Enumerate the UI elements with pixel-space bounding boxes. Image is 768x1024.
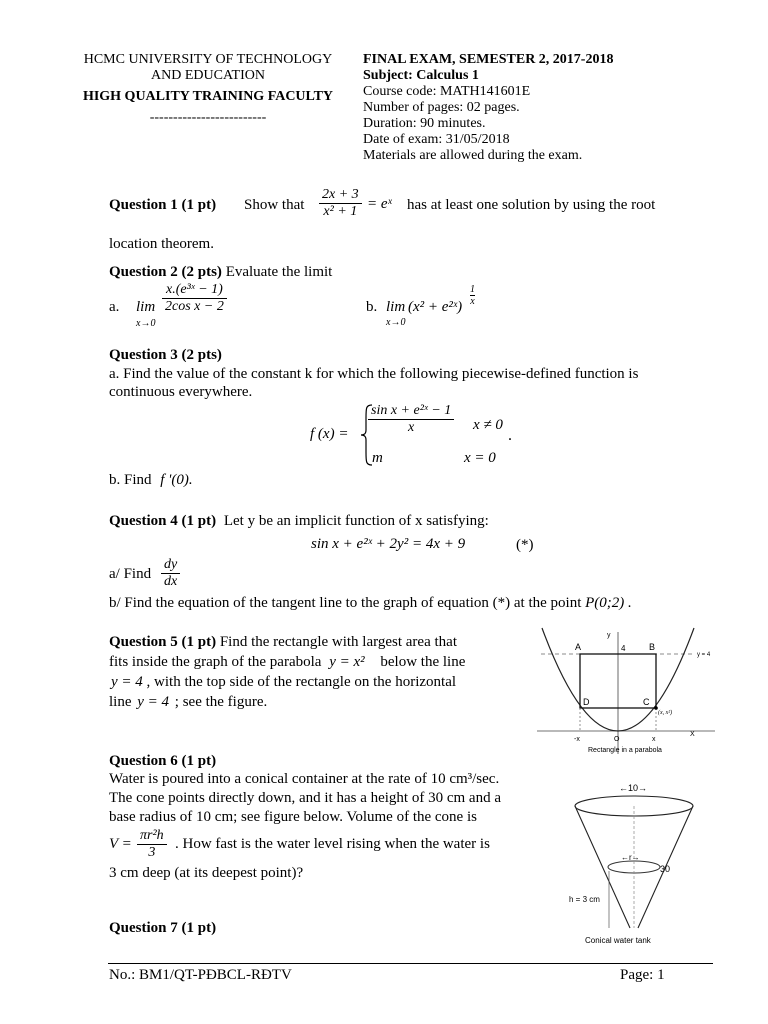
q6-line3: base radius of 10 cm; see figure below. Volume of the cone is — [109, 809, 477, 825]
q3-case2-cond: x = 0 — [464, 450, 496, 466]
q3-a-line1: a. Find the value of the constant k for which the following piecewise-defined function is — [109, 366, 639, 382]
q6-label: Question 6 (1 pt) — [109, 753, 217, 769]
fig-y-label: y — [607, 632, 611, 639]
water-depth-label: h = 3 cm — [569, 895, 600, 904]
q1-fraction — [319, 187, 362, 220]
exam-info — [363, 52, 743, 164]
q3-f-lhs: f (x) = — [310, 426, 349, 442]
cone-left-side — [575, 806, 630, 928]
q6-v-fraction — [137, 828, 167, 861]
cone-top-radius: ←10→ — [619, 783, 648, 793]
q2a-label: a. — [109, 299, 120, 315]
q2b-label: b. — [366, 299, 378, 315]
exam-date: Date of exam: 31/05/2018 — [363, 132, 510, 147]
q4-a-numerator: dy — [164, 557, 178, 572]
q3-b-text: b. Find — [109, 472, 152, 488]
fig-label-c: C — [643, 697, 650, 707]
university-line-1: HCMC UNIVERSITY OF TECHNOLOGY — [83, 52, 333, 67]
parabola-figure — [537, 626, 717, 756]
cone-height-label: 30 — [660, 864, 671, 874]
fig-label-y4: y = 4 — [697, 652, 711, 658]
q2-heading — [109, 264, 332, 281]
university-line-2: AND EDUCATION — [151, 68, 265, 83]
q5-line3-eq: y = 4 — [111, 674, 143, 690]
q4-a-denominator: dx — [161, 573, 180, 590]
q6-v-numerator: πr²h — [140, 828, 164, 843]
q2a-numerator: x.(e³ˣ − 1) — [165, 282, 223, 297]
q4-text: Let y be an implicit function of x satisfying: — [223, 513, 489, 529]
q2b-expr: (x² + e²ˣ) — [408, 299, 463, 315]
q4-b-point: P(0;2) . — [585, 595, 632, 611]
fig-caption: Rectangle in a parabola — [588, 747, 662, 754]
fig-label-4: 4 — [621, 644, 626, 653]
q3-period: . — [508, 427, 512, 444]
q2b-exp-num: 1 — [470, 284, 475, 295]
q7-label: Question 7 (1 pt) — [109, 920, 217, 936]
header-dashes: ------------------------- — [149, 110, 267, 125]
q6-v-denominator: 3 — [137, 844, 167, 861]
q1-text-b: has at least one solution by using the root — [407, 197, 656, 213]
q6-line5: 3 cm deep (at its deepest point)? — [109, 865, 304, 881]
q2-part-b — [366, 284, 566, 328]
faculty-name: HIGH QUALITY TRAINING FACULTY — [82, 89, 334, 104]
course-code: Course code: MATH141601E — [363, 84, 531, 99]
q3-case2-val: m — [372, 450, 383, 466]
fig-label-o: O — [614, 736, 620, 743]
question-5 — [109, 634, 519, 714]
q5-line2-eq: y = x² — [329, 654, 365, 670]
q1-text-c: location theorem. — [109, 236, 214, 252]
q1-text-a: Show that — [244, 197, 305, 213]
exam-title: FINAL EXAM, SEMESTER 2, 2017-2018 — [363, 52, 614, 67]
q6-volume-line — [109, 828, 554, 864]
q6-line2: The cone points directly down, and it has a height of 30 cm and a — [109, 790, 501, 806]
materials-note: Materials are allowed during the exam. — [363, 148, 583, 163]
fig-label-a: A — [575, 642, 582, 652]
q4-heading — [109, 513, 489, 530]
fig-label-x: x — [652, 736, 656, 743]
q1-label: Question 1 (1 pt) — [109, 197, 217, 213]
q5-line4-eq: y = 4 — [137, 694, 170, 710]
q5-line4a: line — [109, 694, 132, 710]
footer-page-number: Page: 1 — [620, 967, 665, 983]
q3-label: Question 3 (2 pts) — [109, 347, 222, 363]
q3-part-b — [109, 472, 193, 489]
q2-label: Question 2 (2 pts) — [109, 264, 222, 280]
q2a-lim-sub: x→0 — [136, 318, 156, 329]
q2a-denominator: 2cos x − 2 — [162, 298, 227, 315]
q2b-lim: lim — [386, 299, 406, 315]
q4-star: (*) — [516, 537, 534, 553]
fig-label-pt: (x, x²) — [658, 710, 673, 716]
q4-part-a — [109, 557, 229, 593]
q2b-exponent — [470, 284, 475, 307]
q3-b-expr: f '(0). — [160, 472, 193, 488]
q5-line3: , with the top side of the rectangle on the horizontal — [146, 674, 457, 690]
q4-label: Question 4 (1 pt) — [109, 513, 217, 529]
q4-a-fraction — [161, 557, 180, 590]
q3-a-line2: continuous everywhere. — [109, 384, 253, 400]
q3-case1-fraction — [368, 403, 454, 436]
cone-caption: Conical water tank — [585, 936, 651, 945]
q2-part-a — [109, 282, 389, 328]
footer-doc-number: No.: BM1/QT-PĐBCL-RĐTV — [109, 967, 292, 983]
q5-line1: Find the rectangle with largest area that — [219, 634, 457, 650]
q6-body — [109, 771, 554, 828]
q1-denominator: x² + 1 — [319, 203, 362, 220]
fig-label-negx: -x — [574, 736, 580, 743]
q2-text: Evaluate the limit — [225, 264, 333, 280]
q4-equation: sin x + e²ˣ + 2y² = 4x + 9 — [311, 536, 466, 552]
q4-part-b — [109, 595, 632, 612]
q3-case1-numerator: sin x + e²ˣ − 1 — [371, 403, 452, 418]
q6-v-lhs: V = — [109, 836, 132, 852]
q2a-fraction — [162, 282, 227, 315]
cone-figure — [563, 780, 713, 950]
q3-piecewise — [310, 402, 530, 468]
q3-case1-denominator: x — [368, 419, 454, 436]
q6-line4: . How fast is the water level rising when the water is — [175, 836, 490, 852]
footer-rule — [108, 963, 713, 964]
q2b-exp-den: x — [470, 296, 475, 307]
q2a-lim: lim — [136, 299, 156, 315]
cone-water-radius: ←r→ — [621, 853, 640, 862]
q4-b-text: b/ Find the equation of the tangent line to the graph of equation (*) at the point — [109, 595, 582, 611]
q5-label: Question 5 (1 pt) — [109, 634, 217, 650]
q4-a-text: a/ Find — [109, 566, 152, 582]
q1-rhs: = eˣ — [367, 196, 392, 212]
university-name — [70, 52, 346, 84]
fig-label-x-axis: X — [690, 731, 695, 738]
q1-numerator: 2x + 3 — [322, 187, 359, 202]
exam-duration: Duration: 90 minutes. — [363, 116, 486, 131]
q5-line2b: below the line — [380, 654, 466, 670]
q6-line1: Water is poured into a conical container at the rate of 10 cm³/sec. — [109, 771, 500, 787]
question-1 — [109, 187, 713, 223]
q5-line4b: ; see the figure. — [174, 694, 268, 710]
q2b-lim-sub: x→0 — [386, 317, 406, 328]
page-count: Number of pages: 02 pages. — [363, 100, 520, 115]
q3-case1-cond: x ≠ 0 — [473, 417, 503, 433]
fig-label-b: B — [649, 642, 656, 652]
q5-line2a: fits inside the graph of the parabola — [109, 654, 322, 670]
fig-label-d: D — [583, 697, 590, 707]
exam-subject: Subject: Calculus 1 — [363, 68, 479, 83]
